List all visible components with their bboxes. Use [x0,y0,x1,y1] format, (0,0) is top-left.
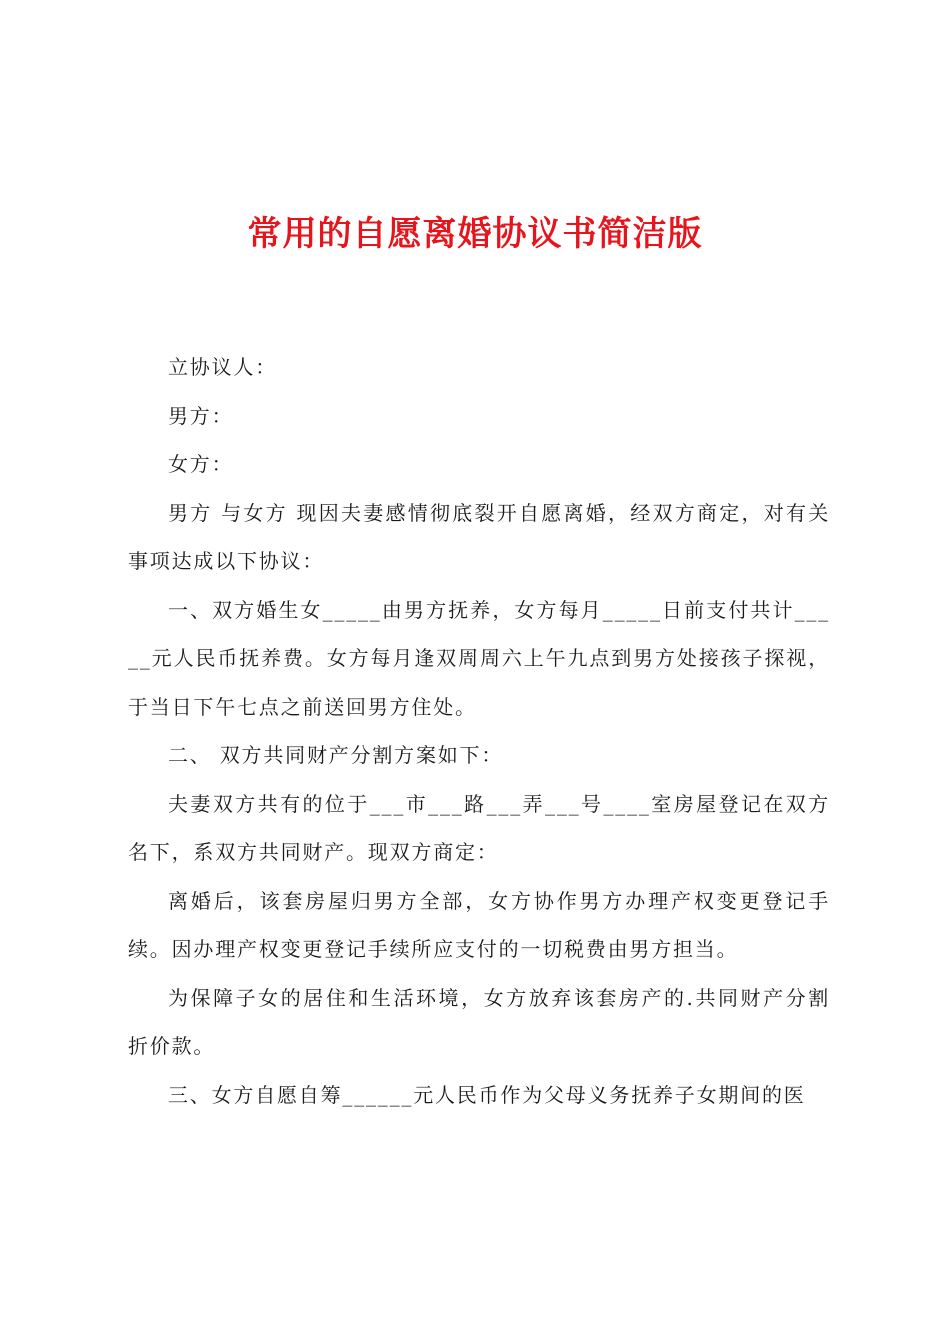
paragraph-property: 夫妻双方共有的位于___市___路___弄___号____室房屋登记在双方名下，系双方共同财产。现双方商定： [128,791,830,864]
paragraph-husband: 男方： [168,403,234,428]
paragraph-parties: 立协议人： [168,355,277,379]
document-title: 常用的自愿离婚协议书简洁版 [247,214,703,254]
paragraph-property-waiver: 为保障子女的居住和生活环境，女方放弃该套房产的.共同财产分割折价款。 [128,985,830,1058]
paragraph-preamble: 男方 与女方 现因夫妻感情彻底裂开自愿离婚，经双方商定，对有关事项达成以下协议： [128,500,830,573]
paragraph-clause-3: 三、女方自愿自筹______元人民币作为父母义务抚养子女期间的医 [168,1082,806,1107]
paragraph-wife: 女方： [168,452,234,476]
paragraph-clause-2: 二、 双方共同财产分割方案如下： [168,743,504,767]
paragraph-property-after-divorce: 离婚后，该套房屋归男方全部，女方协作男方办理产权变更登记手续。因办理产权变更登记手续所应支付的一切税费由男方担当。 [128,888,830,961]
agreement-body [128,343,830,1119]
paragraph-clause-1: 一、双方婚生女_____由男方抚养，女方每月_____日前支付共计_____元人民币抚养费。女方每月逢双周周六上午九点到男方处接孩子探视，于当日下午七点之前送回男方住处。 [128,597,830,719]
